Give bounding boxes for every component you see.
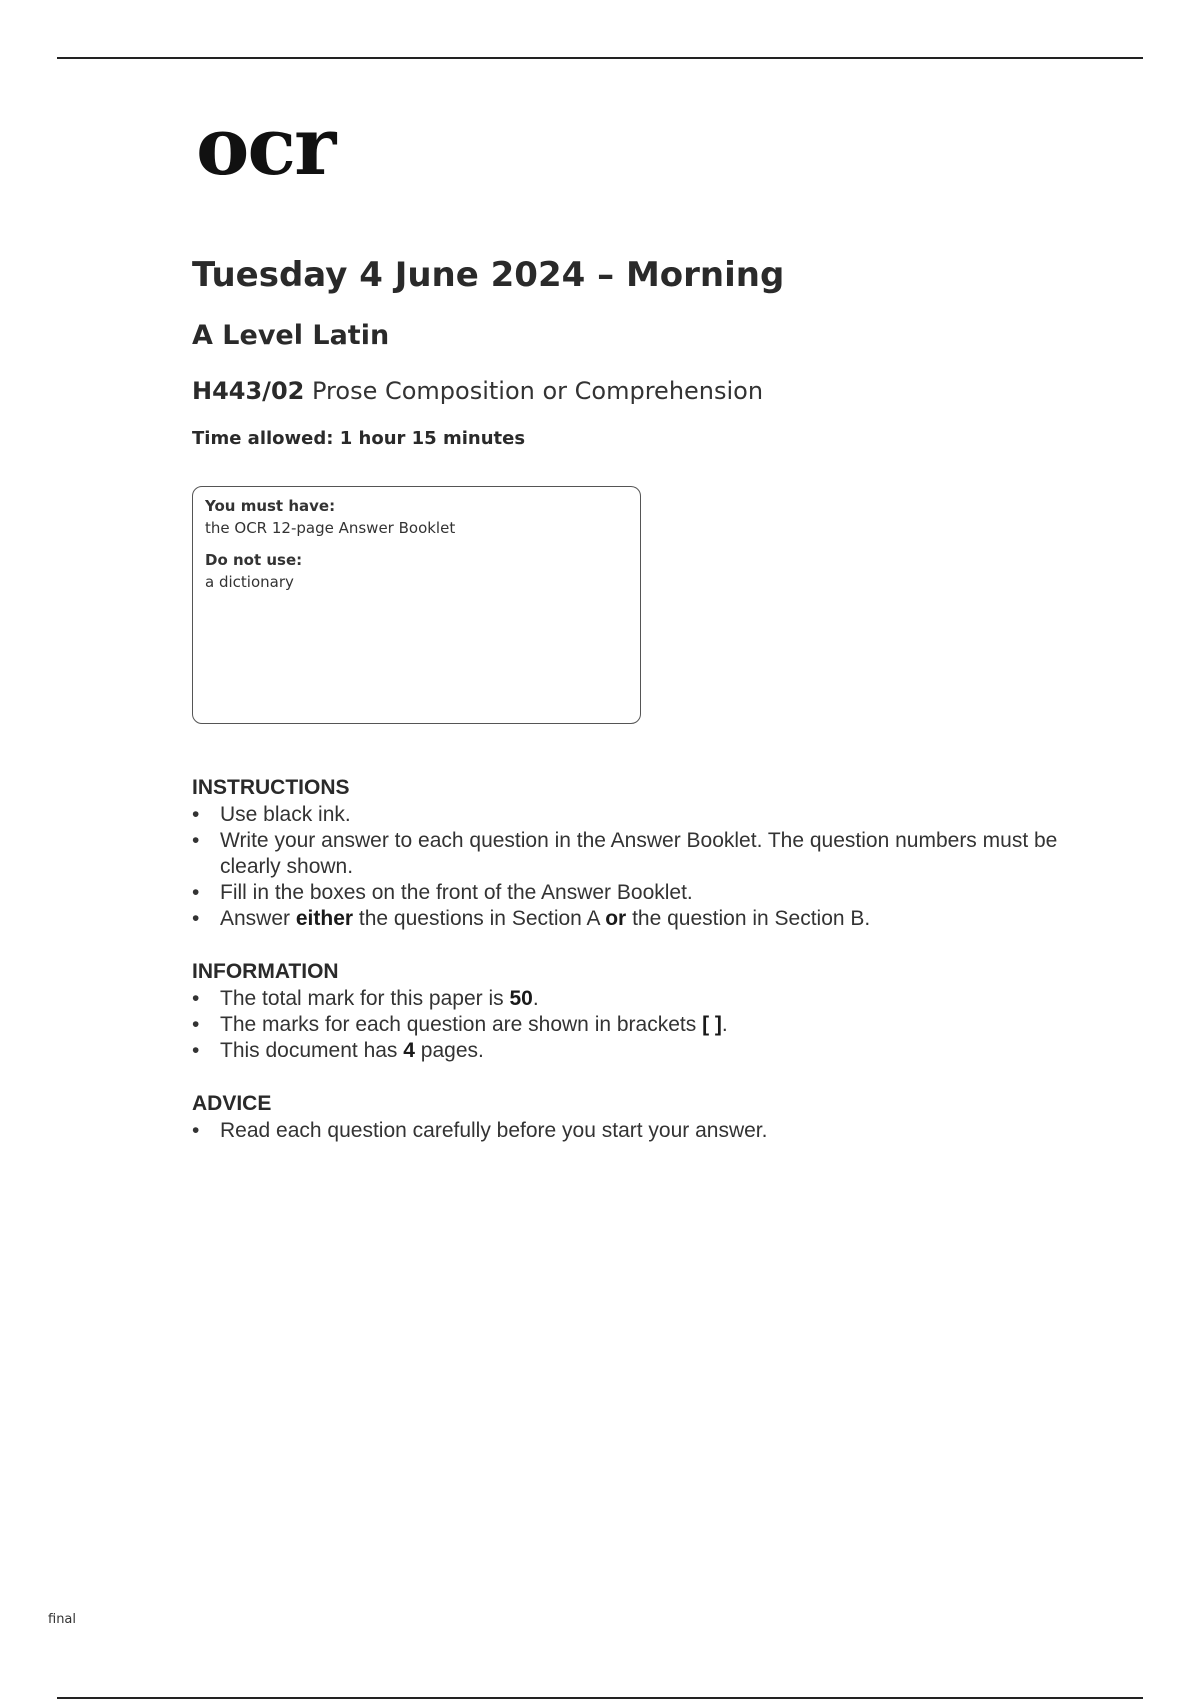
list-item: • The marks for each question are shown in brackets [ ]. bbox=[192, 1013, 728, 1036]
ocr-logo: ocr bbox=[196, 99, 335, 193]
bullet: • bbox=[192, 881, 200, 904]
must-have-heading: You must have: bbox=[205, 497, 336, 515]
list-item: • Write your answer to each question in the Answer Booklet. The question numbers must be clearly shown. bbox=[192, 829, 1058, 878]
do-not-use-item: a dictionary bbox=[205, 573, 294, 591]
list-item: • Fill in the boxes on the front of the Answer Booklet. bbox=[192, 881, 693, 904]
top-rule bbox=[57, 57, 1143, 59]
advice-heading: ADVICE bbox=[192, 1092, 272, 1115]
requirements-box bbox=[192, 486, 641, 724]
list-item: • Answer either the questions in Section A or the question in Section B. bbox=[192, 907, 871, 930]
subject-title: A Level Latin bbox=[192, 320, 390, 351]
information-list bbox=[192, 986, 1072, 1064]
footer-note: final bbox=[48, 1612, 77, 1627]
information-heading: INFORMATION bbox=[192, 960, 339, 983]
bullet: • bbox=[192, 803, 200, 826]
bullet: • bbox=[192, 1013, 200, 1036]
bottom-rule bbox=[57, 1697, 1143, 1699]
bullet: • bbox=[192, 829, 200, 852]
bullet: • bbox=[192, 907, 200, 930]
bullet: • bbox=[192, 1119, 200, 1142]
list-item: • Read each question carefully before you start your answer. bbox=[192, 1119, 768, 1142]
do-not-use-heading: Do not use: bbox=[205, 551, 303, 569]
paper-code: H443/02 bbox=[192, 377, 305, 405]
paper-code-line bbox=[192, 377, 763, 405]
instructions-section bbox=[192, 776, 1072, 932]
instructions-list bbox=[192, 802, 1072, 932]
must-have-item: the OCR 12-page Answer Booklet bbox=[205, 519, 456, 537]
paper-name: Prose Composition or Comprehension bbox=[312, 377, 764, 405]
advice-section bbox=[192, 1092, 1072, 1144]
bullet: • bbox=[192, 1039, 200, 1062]
instructions-heading: INSTRUCTIONS bbox=[192, 776, 350, 799]
time-allowed: Time allowed: 1 hour 15 minutes bbox=[192, 428, 526, 449]
exam-date-title: Tuesday 4 June 2024 – Morning bbox=[192, 255, 785, 295]
list-item: • Use black ink. bbox=[192, 803, 351, 826]
list-item: • This document has 4 pages. bbox=[192, 1039, 484, 1062]
information-section bbox=[192, 960, 1072, 1064]
advice-list bbox=[192, 1118, 1072, 1144]
list-item: • The total mark for this paper is 50. bbox=[192, 987, 539, 1010]
bullet: • bbox=[192, 987, 200, 1010]
